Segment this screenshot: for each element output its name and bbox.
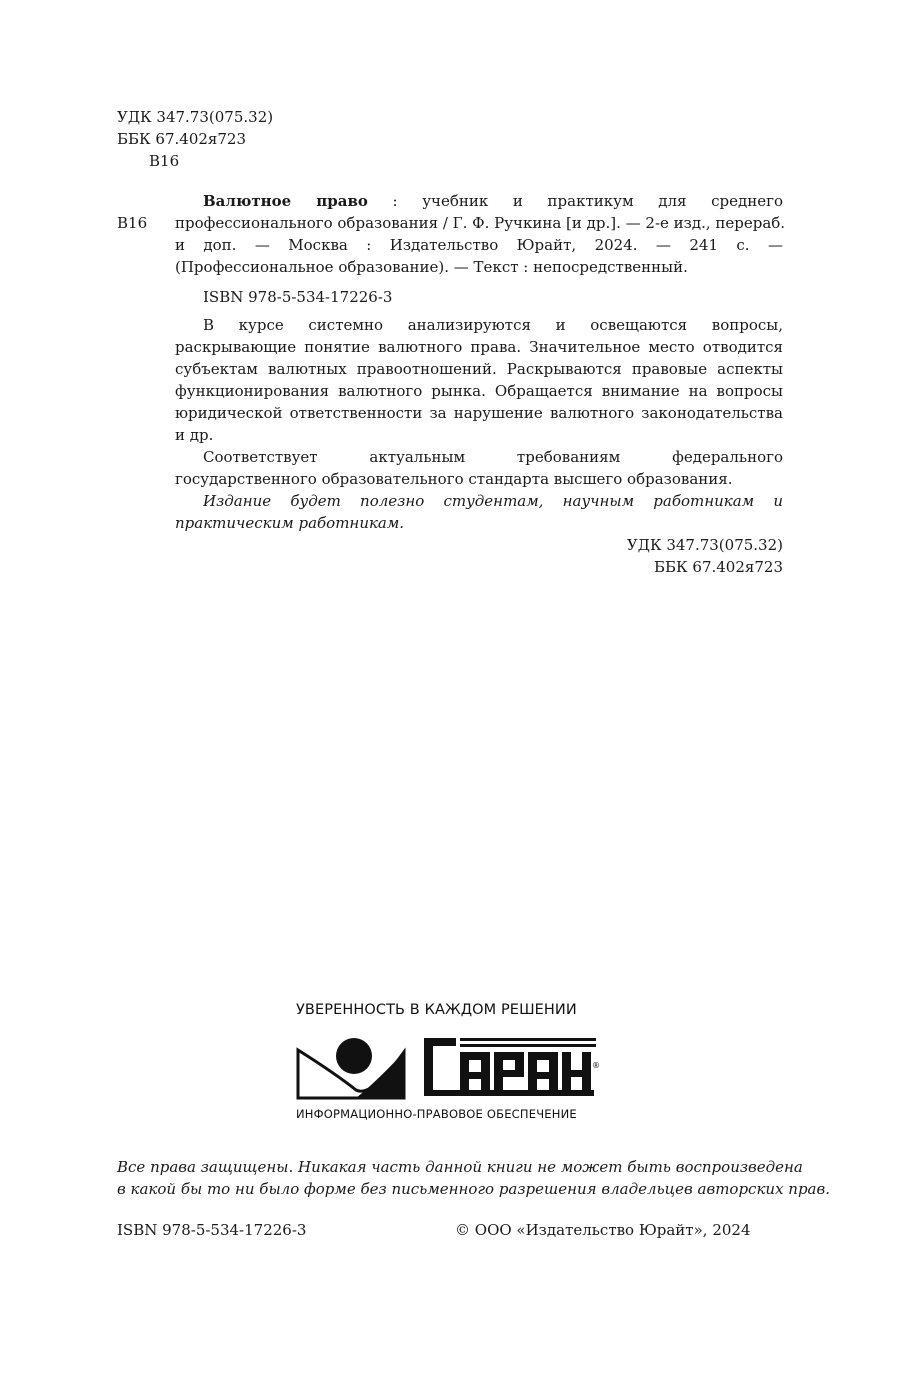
abstract-paragraph-2: Соответствует актуальным требованиям федерального государственного образовательного стандарта высшего образования. bbox=[175, 448, 783, 488]
footer-copyright: © ООО «Издательство Юрайт», 2024 bbox=[455, 1221, 751, 1239]
rights-notice bbox=[117, 1156, 830, 1200]
description-line-1: Валютное право : учебник и практикум для среднего bbox=[203, 192, 783, 210]
garant-globe-icon bbox=[298, 1038, 404, 1098]
garant-wordmark bbox=[424, 1038, 596, 1096]
bbk-code: ББК 67.402я723 bbox=[117, 130, 247, 148]
logo-slogan: УВЕРЕННОСТЬ В КАЖДОМ РЕШЕНИИ bbox=[296, 1002, 577, 1018]
entry-isbn: ISBN 978-5-534-17226-3 bbox=[203, 288, 393, 306]
abstract bbox=[175, 314, 783, 534]
description-line-2: профессионального образования / Г. Ф. Ручкина [и др.]. — 2-е изд., перераб. bbox=[175, 214, 786, 232]
garant-emblem bbox=[296, 1032, 606, 1102]
entry-author-mark: В16 bbox=[117, 214, 148, 232]
footer-isbn: ISBN 978-5-534-17226-3 bbox=[117, 1221, 307, 1239]
footer-bbk-code: ББК 67.402я723 bbox=[653, 558, 783, 576]
abstract-paragraph-3: Издание будет полезно студентам, научным работникам и практическим работникам. bbox=[175, 492, 783, 532]
book-title: Валютное право bbox=[203, 192, 368, 210]
footer-udk-code: УДК 347.73(075.32) bbox=[626, 536, 783, 554]
abstract-paragraph-1: В курсе системно анализируются и освещаются вопросы, раскрывающие понятие валютного права. Значительное место отводится субъектам валютных правоотношений. Раскрываются правовые аспекты функционирования валютного рынка. Обращается внимание на вопросы юридической ответственности за нарушение валютного законодательства и др. bbox=[175, 316, 783, 444]
rights-notice-line-2: в какой бы то ни было форме без письменного разрешения владельцев авторских прав. bbox=[117, 1180, 830, 1198]
garant-logo bbox=[296, 1032, 606, 1102]
rights-notice-line-1: Все права защищены. Никакая часть данной книги не может быть воспроизведена bbox=[117, 1158, 803, 1176]
udk-code: УДК 347.73(075.32) bbox=[117, 108, 274, 126]
description-line-3: и доп. — Москва : Издательство Юрайт, 2024. — 241 с. — bbox=[175, 236, 783, 254]
bibliographic-description bbox=[175, 190, 786, 278]
logo-subtitle: ИНФОРМАЦИОННО-ПРАВОВОЕ ОБЕСПЕЧЕНИЕ bbox=[296, 1107, 577, 1121]
registered-mark: ® bbox=[592, 1061, 600, 1070]
description-line-4: (Профессиональное образование). — Текст : непосредственный. bbox=[175, 258, 688, 276]
classification-footer bbox=[475, 534, 783, 578]
author-mark: В16 bbox=[149, 152, 180, 170]
